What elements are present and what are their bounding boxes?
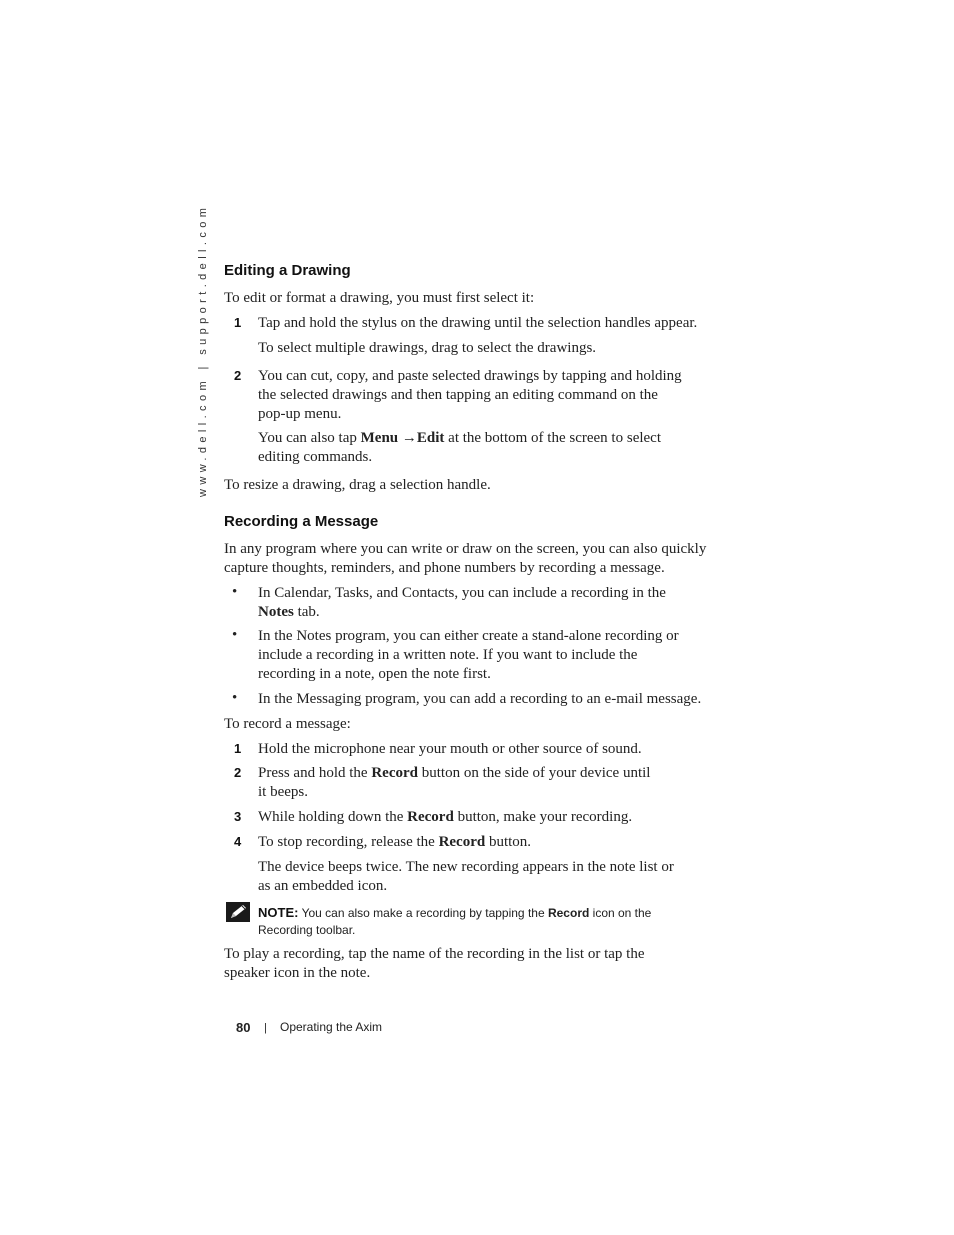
recording-intro-line: In any program where you can write or draw on the screen, you can also quickly xyxy=(224,541,707,557)
text-run: button. xyxy=(485,834,532,850)
step-number: 4 xyxy=(234,834,242,849)
text-run: button, make your recording. xyxy=(453,809,633,825)
step-number: 1 xyxy=(234,741,242,756)
text-run: You can also make a recording by tapping the xyxy=(298,906,548,920)
step-text xyxy=(258,764,650,783)
page-number: 80 xyxy=(236,1020,251,1035)
step-text-line: it beeps. xyxy=(258,784,308,800)
note-label: NOTE: xyxy=(258,905,299,920)
step-subtext xyxy=(258,429,661,448)
play-text-line: speaker icon in the note. xyxy=(224,965,371,981)
editing-intro: To edit or format a drawing, you must first select it: xyxy=(224,290,535,306)
record-label: Record xyxy=(547,906,590,920)
text-run: icon on the xyxy=(589,906,652,920)
text-run: button on the side of your device until xyxy=(417,765,651,781)
bullet: • xyxy=(232,584,238,600)
bullet-text-line xyxy=(258,603,320,622)
step-text-line: You can cut, copy, and paste selected drawings by tapping and holding xyxy=(258,368,682,384)
footer-separator: | xyxy=(264,1022,267,1034)
menu-label: Menu xyxy=(360,430,399,446)
step-text-line: pop-up menu. xyxy=(258,406,342,422)
notes-label: Notes xyxy=(258,604,294,620)
chapter-title: Operating the Axim xyxy=(280,1020,383,1034)
bullet-text-line: In Calendar, Tasks, and Contacts, you can include a recording in the xyxy=(258,585,666,601)
text-run: To stop recording, release the xyxy=(258,834,439,850)
step-text: Hold the microphone near your mouth or other source of sound. xyxy=(258,741,642,757)
note-block xyxy=(258,904,708,939)
step-number: 1 xyxy=(234,315,242,330)
bullet-text-line: include a recording in a written note. If you want to include the xyxy=(258,647,638,663)
heading-recording-message: Recording a Message xyxy=(224,513,379,530)
text-run: While holding down the xyxy=(258,809,408,825)
text-run: You can also tap xyxy=(258,430,361,446)
bullet: • xyxy=(232,627,238,643)
record-label: Record xyxy=(438,834,486,850)
bullet: • xyxy=(232,690,238,706)
bullet-text-line: recording in a note, open the note first. xyxy=(258,666,491,682)
edit-label: Edit xyxy=(416,430,445,446)
heading-editing-drawing: Editing a Drawing xyxy=(224,262,351,279)
bullet-text-line: In the Messaging program, you can add a recording to an e-mail message. xyxy=(258,691,702,707)
pencil-note-icon xyxy=(226,902,250,922)
bullet-text-line: In the Notes program, you can either create a stand-alone recording or xyxy=(258,628,679,644)
step-subtext: To select multiple drawings, drag to select the drawings. xyxy=(258,340,597,356)
text-run: Press and hold the xyxy=(258,765,372,781)
step-text-line: the selected drawings and then tapping an editing command on the xyxy=(258,387,658,403)
step-subtext: editing commands. xyxy=(258,449,373,465)
to-record-text: To record a message: xyxy=(224,716,351,732)
recording-intro-line: capture thoughts, reminders, and phone numbers by recording a message. xyxy=(224,560,665,576)
play-text-line: To play a recording, tap the name of the recording in the list or tap the xyxy=(224,946,645,962)
record-label: Record xyxy=(407,809,454,825)
step-text xyxy=(258,833,531,852)
step-number: 3 xyxy=(234,809,242,824)
arrow-glyph: → xyxy=(401,430,417,446)
step-subtext: The device beeps twice. The new recording appears in the note list or xyxy=(258,859,674,875)
text-run: tab. xyxy=(293,604,320,620)
step-subtext: as an embedded icon. xyxy=(258,878,388,894)
note-line: Recording toolbar. xyxy=(258,923,356,937)
text-run: at the bottom of the screen to select xyxy=(444,430,661,446)
step-number: 2 xyxy=(234,765,242,780)
step-number: 2 xyxy=(234,368,242,383)
resize-text: To resize a drawing, drag a selection handle. xyxy=(224,477,491,493)
step-text xyxy=(258,808,632,827)
side-url: www.dell.com | support.dell.com xyxy=(197,203,209,497)
step-text: Tap and hold the stylus on the drawing until the selection handles appear. xyxy=(258,315,698,331)
record-label: Record xyxy=(371,765,418,781)
